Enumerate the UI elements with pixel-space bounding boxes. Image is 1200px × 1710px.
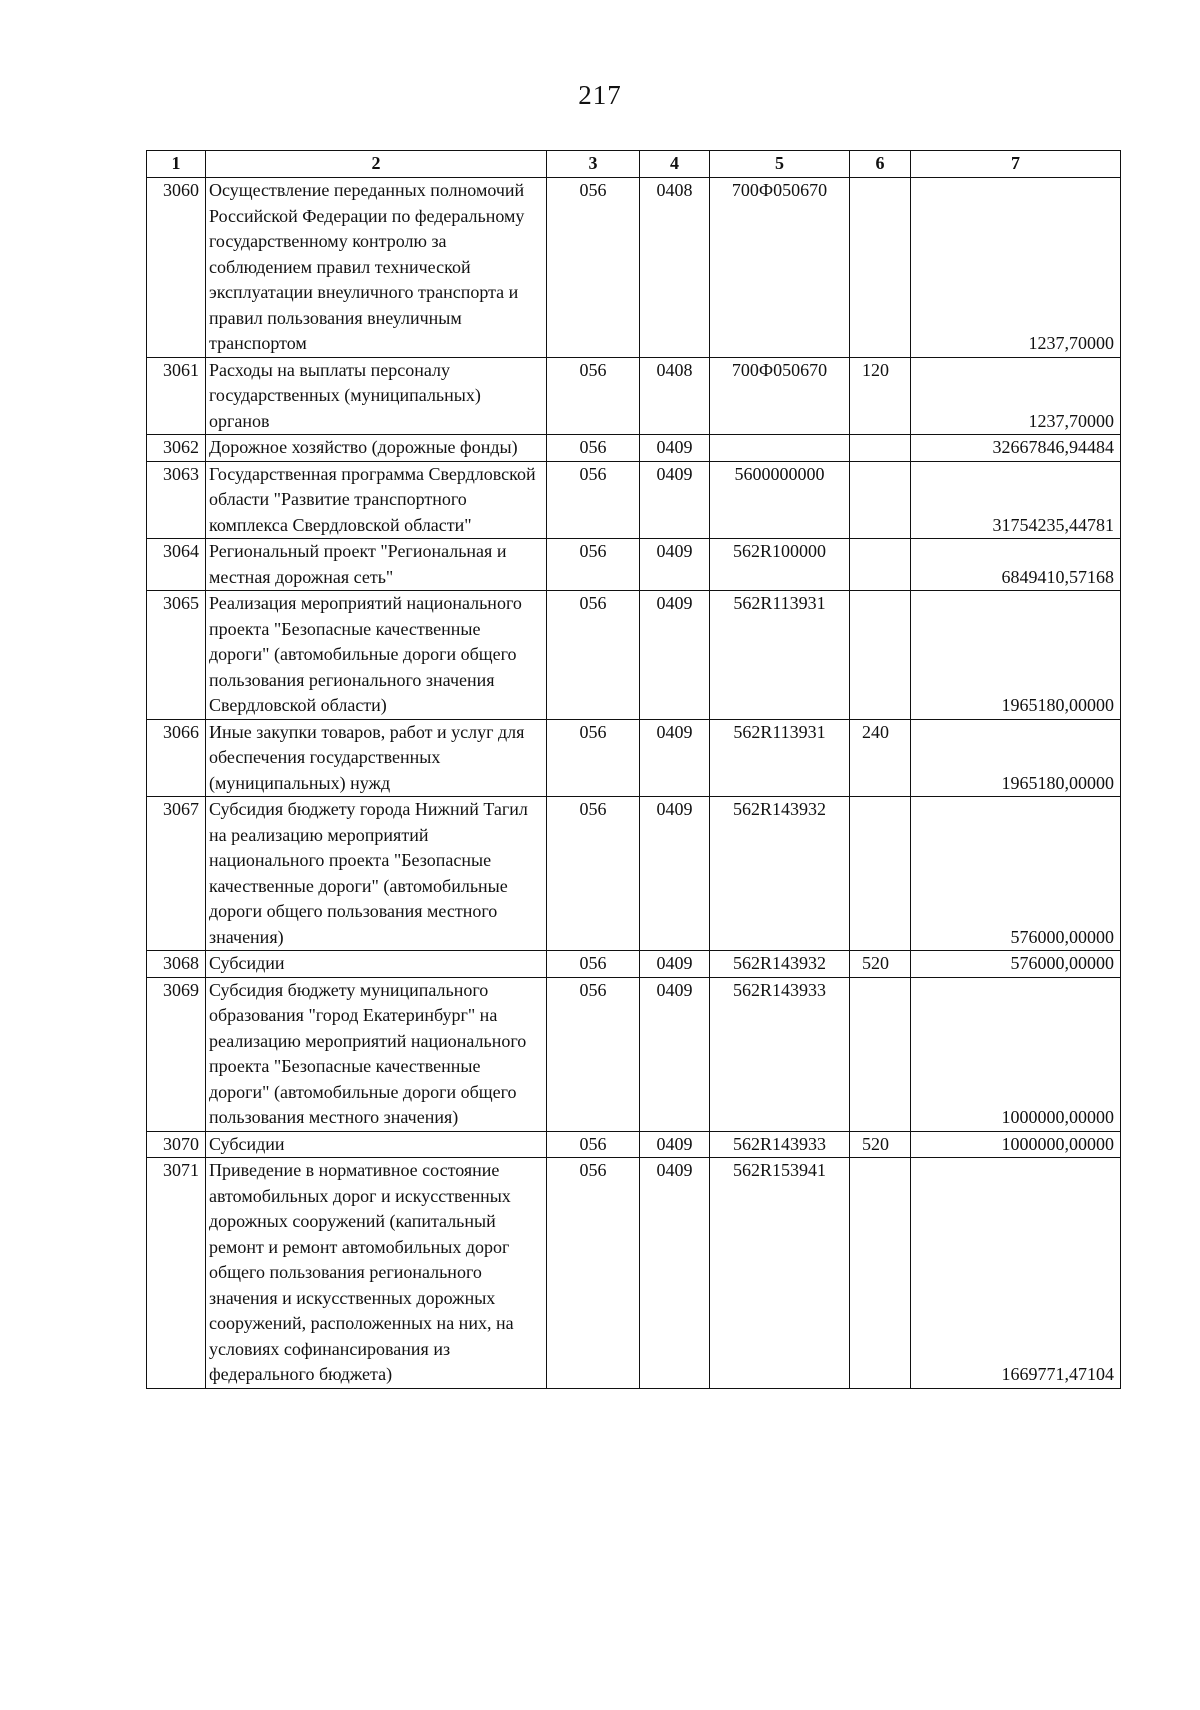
code-section: 0409 <box>640 797 710 951</box>
code-target: 562R143933 <box>710 977 850 1131</box>
code-target: 562R100000 <box>710 539 850 591</box>
row-name: Субсидии <box>206 1131 547 1158</box>
code-expense-type <box>850 539 911 591</box>
code-target: 562R113931 <box>710 591 850 720</box>
code-col3: 056 <box>547 178 640 358</box>
code-col3: 056 <box>547 539 640 591</box>
row-name: Иные закупки товаров, работ и услуг для обеспечения государственных (муниципальных) нужд <box>206 719 547 797</box>
code-expense-type <box>850 1158 911 1389</box>
row-amount: 1237,70000 <box>911 178 1121 358</box>
row-number: 3066 <box>147 719 206 797</box>
row-number: 3068 <box>147 951 206 978</box>
code-col3: 056 <box>547 1131 640 1158</box>
row-number: 3071 <box>147 1158 206 1389</box>
code-section: 0409 <box>640 977 710 1131</box>
row-amount: 1237,70000 <box>911 357 1121 435</box>
code-expense-type: 520 <box>850 951 911 978</box>
code-col3: 056 <box>547 797 640 951</box>
row-number: 3063 <box>147 461 206 539</box>
table-row <box>147 461 1121 539</box>
row-name: Субсидии <box>206 951 547 978</box>
budget-table <box>146 150 1121 1389</box>
row-amount: 31754235,44781 <box>911 461 1121 539</box>
code-section: 0409 <box>640 461 710 539</box>
row-amount: 1669771,47104 <box>911 1158 1121 1389</box>
code-target: 5600000000 <box>710 461 850 539</box>
code-target <box>710 435 850 462</box>
code-expense-type <box>850 178 911 358</box>
row-number: 3067 <box>147 797 206 951</box>
table-row <box>147 591 1121 720</box>
column-header: 6 <box>850 151 911 178</box>
table-row <box>147 435 1121 462</box>
code-target: 562R143932 <box>710 951 850 978</box>
code-section: 0409 <box>640 951 710 978</box>
row-amount: 6849410,57168 <box>911 539 1121 591</box>
code-col3: 056 <box>547 461 640 539</box>
header-row <box>147 151 1121 178</box>
code-expense-type <box>850 461 911 539</box>
code-col3: 056 <box>547 1158 640 1389</box>
code-target: 562R143932 <box>710 797 850 951</box>
row-amount: 32667846,94484 <box>911 435 1121 462</box>
row-number: 3069 <box>147 977 206 1131</box>
code-section: 0409 <box>640 539 710 591</box>
code-col3: 056 <box>547 357 640 435</box>
column-header: 4 <box>640 151 710 178</box>
row-number: 3061 <box>147 357 206 435</box>
row-amount: 576000,00000 <box>911 797 1121 951</box>
row-number: 3064 <box>147 539 206 591</box>
row-number: 3062 <box>147 435 206 462</box>
row-amount: 1000000,00000 <box>911 977 1121 1131</box>
table-body <box>147 178 1121 1389</box>
code-expense-type <box>850 797 911 951</box>
code-target: 700Ф050670 <box>710 178 850 358</box>
code-col3: 056 <box>547 435 640 462</box>
code-col3: 056 <box>547 719 640 797</box>
code-expense-type: 520 <box>850 1131 911 1158</box>
code-section: 0408 <box>640 178 710 358</box>
row-number: 3060 <box>147 178 206 358</box>
table-row <box>147 977 1121 1131</box>
row-amount: 1965180,00000 <box>911 591 1121 720</box>
page-number: 217 <box>578 80 622 110</box>
column-header: 3 <box>547 151 640 178</box>
code-expense-type <box>850 591 911 720</box>
table-row <box>147 797 1121 951</box>
code-expense-type <box>850 977 911 1131</box>
row-number: 3065 <box>147 591 206 720</box>
row-number: 3070 <box>147 1131 206 1158</box>
code-expense-type: 120 <box>850 357 911 435</box>
row-name: Региональный проект "Региональная и местная дорожная сеть" <box>206 539 547 591</box>
table-row <box>147 178 1121 358</box>
row-name: Дорожное хозяйство (дорожные фонды) <box>206 435 547 462</box>
table-row <box>147 357 1121 435</box>
code-section: 0408 <box>640 357 710 435</box>
column-header: 2 <box>206 151 547 178</box>
code-section: 0409 <box>640 1158 710 1389</box>
table-row <box>147 539 1121 591</box>
row-name: Государственная программа Свердловской области "Развитие транспортного комплекса Свердловской области" <box>206 461 547 539</box>
code-section: 0409 <box>640 435 710 462</box>
code-col3: 056 <box>547 977 640 1131</box>
code-target: 562R153941 <box>710 1158 850 1389</box>
code-col3: 056 <box>547 951 640 978</box>
code-expense-type <box>850 435 911 462</box>
column-header: 5 <box>710 151 850 178</box>
code-col3: 056 <box>547 591 640 720</box>
row-name: Приведение в нормативное состояние автомобильных дорог и искусственных дорожных сооружений (капитальный ремонт и ремонт автомобильных дорог общего пользования регионального значения и искусственных дорожных сооружений, расположенных на них, на условиях софинансирования из федерального бюджета) <box>206 1158 547 1389</box>
code-target: 700Ф050670 <box>710 357 850 435</box>
table-row <box>147 719 1121 797</box>
code-section: 0409 <box>640 591 710 720</box>
table-row <box>147 1158 1121 1389</box>
code-section: 0409 <box>640 1131 710 1158</box>
code-expense-type: 240 <box>850 719 911 797</box>
row-amount: 576000,00000 <box>911 951 1121 978</box>
row-amount: 1965180,00000 <box>911 719 1121 797</box>
row-amount: 1000000,00000 <box>911 1131 1121 1158</box>
row-name: Реализация мероприятий национального проекта "Безопасные качественные дороги" (автомобильные дороги общего пользования регионального значения Свердловской области) <box>206 591 547 720</box>
code-section: 0409 <box>640 719 710 797</box>
table-row <box>147 951 1121 978</box>
row-name: Субсидия бюджету муниципального образования "город Екатеринбург" на реализацию мероприятий национального проекта "Безопасные качественные дороги" (автомобильные дороги общего пользования местного значения) <box>206 977 547 1131</box>
row-name: Осуществление переданных полномочий Российской Федерации по федеральному государственному контролю за соблюдением правил технической эксплуатации внеуличного транспорта и правил пользования внеуличным транспортом <box>206 178 547 358</box>
column-header: 1 <box>147 151 206 178</box>
table-row <box>147 1131 1121 1158</box>
row-name: Расходы на выплаты персоналу государственных (муниципальных) органов <box>206 357 547 435</box>
row-name: Субсидия бюджету города Нижний Тагил на реализацию мероприятий национального проекта "Безопасные качественные дороги" (автомобильные дороги общего пользования местного значения) <box>206 797 547 951</box>
column-header: 7 <box>911 151 1121 178</box>
code-target: 562R143933 <box>710 1131 850 1158</box>
code-target: 562R113931 <box>710 719 850 797</box>
